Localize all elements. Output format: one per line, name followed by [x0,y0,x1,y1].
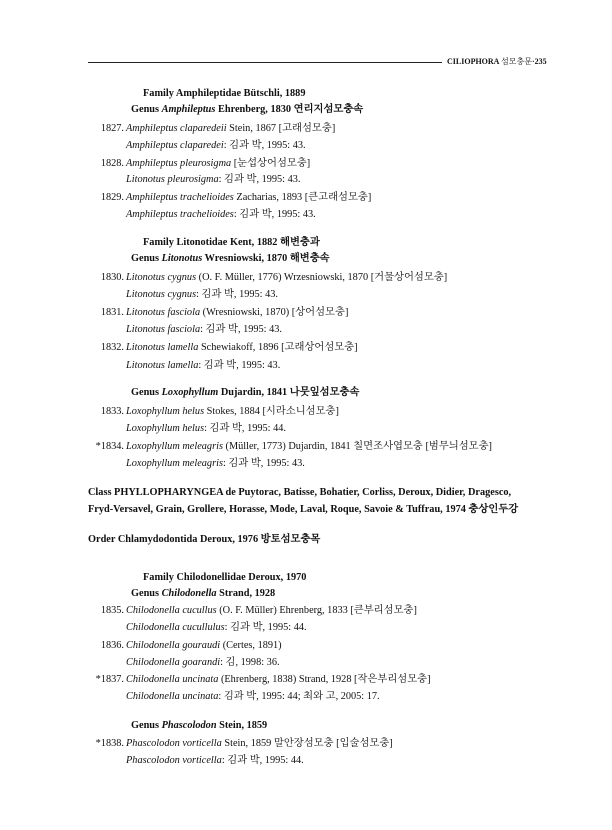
species-number [88,306,124,319]
species-author: Schewiakoff, 1896 [200,342,279,353]
synonym-reference [126,690,380,703]
genus-author: Dujardin, 1841 [220,387,288,398]
synonym-reference [126,323,282,336]
genus-korean: 해변충속 [289,253,330,264]
species-entry [88,122,335,135]
synonym-reference [126,656,280,669]
species-name: Litonotus lamella [126,342,199,353]
species-entry [88,191,371,204]
species-korean: [눈섭상어섬모충] [233,158,311,169]
synonym-reference [126,422,286,435]
synonym-citation: : 김과 박, 1995: 43. [233,209,316,220]
species-number [88,405,124,418]
genus-author: Stein, 1859 [219,720,268,731]
synonym-citation: : 김과 박, 1995: 44. [204,423,286,434]
genus-heading [131,252,330,265]
genus-prefix: Genus [131,588,160,599]
species-number-text: 1836. [100,640,124,651]
species-name: Litonotus cygnus [126,272,197,283]
endemic-marker: * [95,738,101,749]
running-header: CILIOPHORA 섬모충문·235 [447,57,547,66]
synonym-name: Chilodonella cucullulus [126,622,225,633]
species-entry [88,639,282,652]
synonym-name: Chilodonella goarandi [126,657,221,668]
genus-prefix: Genus [131,104,160,115]
species-entry [88,341,358,354]
genus-prefix: Genus [131,720,160,731]
species-number-text: 1833. [100,406,124,417]
species-name: Amphileptus pleurosigma [126,158,232,169]
species-author: Stokes, 1884 [206,406,260,417]
species-korean: [상어섬모충] [291,307,349,318]
species-entry [88,306,348,319]
header-rule [88,62,442,63]
species-name: Phascolodon vorticella [126,738,222,749]
species-number-text: 1829. [100,192,124,203]
genus-heading [131,103,363,116]
species-number-text: 1830. [100,272,124,283]
species-korean: [입술섬모충] [336,738,393,749]
synonym-name: Litonotus fasciola [126,324,201,335]
species-korean: [작은부리섬모충] [354,674,431,685]
species-author: (Müller, 1773) Dujardin, 1841 칠면조사엽모충 [225,441,423,452]
species-korean: [시라소니섬모충] [262,406,339,417]
species-name: Loxophyllum meleagris [126,441,223,452]
synonym-name: Amphileptus claparedei [126,140,224,151]
synonym-name: Loxophyllum helus [126,423,205,434]
species-korean: [거물상어섬모충] [370,272,448,283]
species-author: (Certes, 1891) [222,640,282,651]
family-heading: Family Amphileptidae Bütschli, 1889 [143,88,306,99]
synonym-name: Litonotus lamella [126,360,199,371]
synonym-citation: : 김과 박, 1995: 43. [198,360,281,371]
species-number-text: 1837. [100,674,124,685]
endemic-marker: * [95,674,101,685]
species-name: Amphileptus trachelioides [126,192,234,203]
species-number-text: 1828. [100,158,124,169]
synonym-name: Phascolodon vorticella [126,755,222,766]
family-heading: Family Chilodonellidae Deroux, 1970 [143,572,307,583]
species-number-text: 1838. [100,738,124,749]
synonym-name: Chilodonella uncinata [126,691,219,702]
species-number [88,122,124,135]
synonym-reference [126,173,301,186]
species-name: Chilodonella gouraudi [126,640,221,651]
genus-name: Amphileptus [161,104,216,115]
synonym-citation: : 김과 박, 1995: 44. [224,622,307,633]
species-entry [88,271,447,284]
synonym-reference [126,457,305,470]
species-name: Chilodonella uncinata [126,674,219,685]
genus-name: Chilodonella [161,588,217,599]
species-number-text: 1834. [100,441,124,452]
genus-heading [131,719,267,732]
synonym-reference [126,139,306,152]
genus-name: Phascolodon [161,720,217,731]
species-entry [88,440,492,453]
species-name: Litonotus fasciola [126,307,201,318]
species-entry [88,604,417,617]
synonym-citation: : 김과 박, 1995: 43. [223,140,306,151]
species-author: Stein, 1867 [229,123,277,134]
family-heading: Family Litonotidae Kent, 1882 해변충과 [143,237,320,248]
synonym-citation: : 김과 박, 1995: 43. [218,174,301,185]
synonym-citation: : 김과 박, 1995: 43. [200,324,282,335]
page-number: 235 [534,57,547,66]
synonym-reference [126,359,280,372]
species-number [88,440,124,453]
synonym-citation: : 김과 박, 1995: 43. [196,289,278,300]
genus-author: Ehrenberg, 1830 [218,104,292,115]
species-korean: [고래상어섬모충] [281,342,358,353]
species-number [88,157,124,170]
species-name: Chilodonella cucullus [126,605,217,616]
species-number [88,673,124,686]
synonym-citation: : 김과 박, 1995: 44; 최와 고, 2005: 17. [218,691,380,702]
synonym-name: Loxophyllum meleagris [126,458,223,469]
synonym-name: Litonotus cygnus [126,289,197,300]
species-author: (Wresniowski, 1870) [202,307,290,318]
class-heading-line1: Class PHYLLOPHARYNGEA de Puytorac, Batisse, Bohatier, Corliss, Deroux, Didier, Dragesco, [88,487,512,498]
synonym-citation: : 김과 박, 1995: 43. [222,458,305,469]
species-entry [88,157,310,170]
order-heading: Order Chlamydodontida Deroux, 1976 방토섬모충목 [88,534,321,545]
species-entry [88,737,393,750]
species-entry [88,673,431,686]
genus-korean: 연리지섬모충속 [293,104,364,115]
synonym-reference [126,754,304,767]
synonym-citation: : 김과 박, 1995: 44. [221,755,304,766]
genus-heading [131,587,275,600]
species-number [88,604,124,617]
genus-name: Litonotus [161,253,203,264]
genus-korean: 나뭇잎섬모충속 [289,387,360,398]
synonym-citation: : 김, 1998: 36. [220,657,280,668]
species-name: Amphileptus claparedeii [126,123,227,134]
species-number-text: 1835. [100,605,124,616]
endemic-marker: * [95,441,101,452]
species-number [88,639,124,652]
synonym-reference [126,208,316,221]
genus-author: Wresniowski, 1870 [204,253,288,264]
species-author: (O. F. Müller) Ehrenberg, 1833 [219,605,348,616]
species-name: Loxophyllum helus [126,406,205,417]
species-number-text: 1831. [100,307,124,318]
species-korean: [큰부리섬모충] [350,605,417,616]
species-korean: [범무늬섬모충] [425,441,492,452]
synonym-reference [126,288,278,301]
species-entry [88,405,339,418]
species-number-text: 1827. [100,123,124,134]
genus-prefix: Genus [131,253,160,264]
species-korean: [고래섬모충] [278,123,336,134]
species-author: (Ehrenberg, 1838) Strand, 1928 [220,674,352,685]
genus-prefix: Genus [131,387,160,398]
species-korean: [큰고래섬모충] [304,192,372,203]
species-author: Stein, 1859 말안장섬모충 [224,738,334,749]
header-korean: 섬모충문 [501,57,532,66]
class-heading-line2: Fryd-Versavel, Grain, Grollere, Horasse, Mode, Laval, Roque, Savoie & Tuffrau, 1974 충상인두강 [88,504,519,515]
species-number [88,271,124,284]
species-author: Zacharias, 1893 [236,192,303,203]
header-title: CILIOPHORA [447,57,500,66]
synonym-name: Amphileptus trachelioides [126,209,234,220]
genus-heading [131,386,359,399]
synonym-name: Litonotus pleurosigma [126,174,219,185]
species-number-text: 1832. [100,342,124,353]
species-number [88,341,124,354]
species-author: (O. F. Müller, 1776) Wrzesniowski, 1870 [198,272,369,283]
genus-name: Loxophyllum [161,387,219,398]
species-number [88,191,124,204]
species-number [88,737,124,750]
genus-author: Strand, 1928 [219,588,276,599]
synonym-reference [126,621,307,634]
